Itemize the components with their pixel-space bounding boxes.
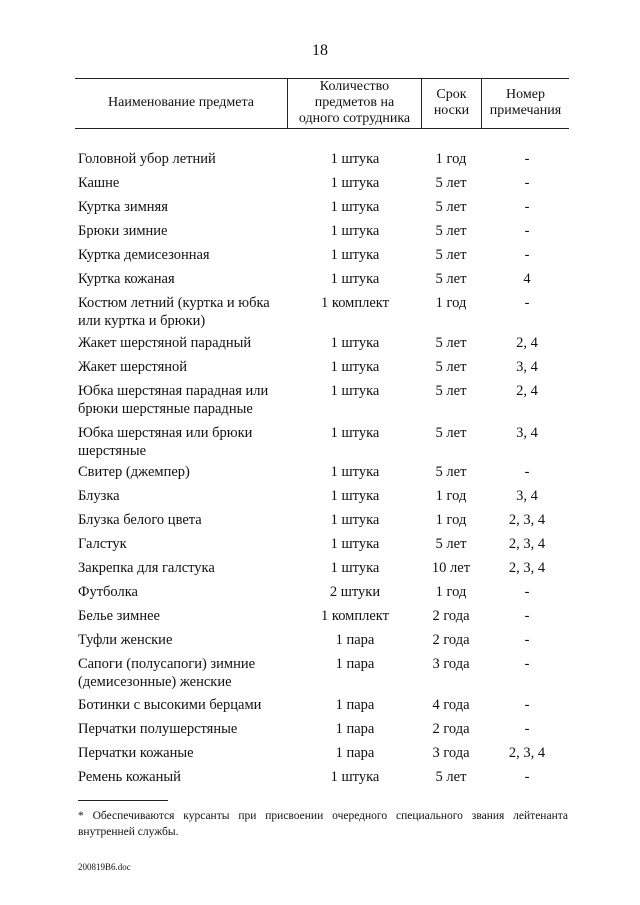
header-quantity: Количество предметов на одного сотрудника: [298, 79, 411, 126]
item-name: Жакет шерстяной: [78, 359, 188, 375]
item-note: 2, 3, 4: [508, 745, 546, 761]
item-quantity: 2 штуки: [329, 584, 381, 600]
item-name: Свитер (джемпер): [78, 464, 190, 480]
item-quantity: 1 штука: [330, 199, 380, 215]
item-term: 5 лет: [435, 175, 467, 191]
item-quantity: 1 штука: [330, 359, 380, 375]
item-note: 2, 4: [516, 335, 538, 351]
document-filename: 200819В6.doc: [78, 862, 131, 872]
item-term: 5 лет: [435, 769, 467, 785]
item-quantity: 1 штука: [330, 247, 380, 263]
item-term: 1 год: [435, 584, 467, 600]
item-note: 3, 4: [516, 359, 538, 375]
item-quantity: 1 штука: [330, 223, 380, 239]
footnote-separator: [78, 800, 168, 801]
header-note: Номер примечания: [489, 87, 562, 118]
item-name: Костюм летний (куртка и юбка или куртка и брюки): [78, 295, 270, 329]
item-note: 3, 4: [516, 425, 538, 441]
item-term: 1 год: [435, 512, 467, 528]
item-term: 1 год: [435, 488, 467, 504]
item-term: 5 лет: [435, 359, 467, 375]
item-quantity: 1 штука: [330, 383, 380, 399]
item-note: -: [524, 175, 530, 191]
item-name: Туфли женские: [78, 632, 173, 648]
item-name: Головной убор летний: [78, 151, 216, 167]
item-term: 5 лет: [435, 383, 467, 399]
item-name: Блузка: [78, 488, 120, 504]
item-quantity: 1 штука: [330, 560, 380, 576]
item-quantity: 1 пара: [335, 721, 375, 737]
item-term: 2 года: [432, 721, 470, 737]
item-quantity: 1 штука: [330, 425, 380, 441]
item-note: -: [524, 656, 530, 672]
item-note: -: [524, 223, 530, 239]
item-quantity: 1 штука: [330, 271, 380, 287]
item-quantity: 1 пара: [335, 632, 375, 648]
item-quantity: 1 штука: [330, 175, 380, 191]
item-quantity: 1 пара: [335, 697, 375, 713]
item-quantity: 1 штука: [330, 488, 380, 504]
item-quantity: 1 пара: [335, 656, 375, 672]
item-note: 2, 3, 4: [508, 560, 546, 576]
item-note: -: [524, 721, 530, 737]
item-name: Куртка демисезонная: [78, 247, 210, 263]
item-note: -: [524, 697, 530, 713]
item-quantity: 1 комплект: [321, 295, 389, 311]
item-term: 2 года: [432, 608, 470, 624]
header-term: Срок носки: [433, 87, 470, 118]
item-quantity: 1 штука: [330, 536, 380, 552]
item-quantity: 1 штука: [330, 769, 380, 785]
item-term: 5 лет: [435, 536, 467, 552]
item-name: Сапоги (полусапоги) зимние (демисезонные) женские: [78, 656, 256, 690]
item-name: Галстук: [78, 536, 127, 552]
item-note: 2, 3, 4: [508, 536, 546, 552]
item-name: Брюки зимние: [78, 223, 168, 239]
item-name: Футболка: [78, 584, 138, 600]
page-number: 18: [312, 42, 328, 59]
item-quantity: 1 штука: [330, 512, 380, 528]
item-name: Ремень кожаный: [78, 769, 181, 785]
item-term: 5 лет: [435, 335, 467, 351]
item-term: 4 года: [432, 697, 470, 713]
item-term: 5 лет: [435, 247, 467, 263]
item-term: 5 лет: [435, 464, 467, 480]
item-name: Перчатки кожаные: [78, 745, 194, 761]
item-name: Блузка белого цвета: [78, 512, 202, 528]
item-term: 1 год: [435, 151, 467, 167]
footnote: * Обеспечиваются курсанты при присвоении очередного специального звания лейтенанта внутренней службы.: [78, 810, 568, 838]
item-term: 5 лет: [435, 271, 467, 287]
item-name: Жакет шерстяной парадный: [78, 335, 252, 351]
item-quantity: 1 штука: [330, 151, 380, 167]
item-note: -: [524, 608, 530, 624]
item-note: 4: [523, 271, 531, 287]
item-note: -: [524, 464, 530, 480]
item-name: Белье зимнее: [78, 608, 160, 624]
item-note: 2, 4: [516, 383, 538, 399]
item-quantity: 1 комплект: [321, 608, 389, 624]
item-note: 3, 4: [516, 488, 538, 504]
item-name: Закрепка для галстука: [78, 560, 215, 576]
item-note: -: [524, 769, 530, 785]
item-term: 3 года: [432, 745, 470, 761]
item-name: Куртка зимняя: [78, 199, 168, 215]
item-term: 10 лет: [431, 560, 471, 576]
item-quantity: 1 штука: [330, 464, 380, 480]
item-name: Юбка шерстяная парадная или брюки шерстяные парадные: [78, 383, 269, 417]
item-term: 1 год: [435, 295, 467, 311]
item-term: 2 года: [432, 632, 470, 648]
item-note: -: [524, 199, 530, 215]
item-quantity: 1 штука: [330, 335, 380, 351]
header-name: Наименование предмета: [108, 95, 254, 110]
item-term: 5 лет: [435, 223, 467, 239]
item-term: 5 лет: [435, 425, 467, 441]
item-term: 3 года: [432, 656, 470, 672]
item-term: 5 лет: [435, 199, 467, 215]
item-name: Куртка кожаная: [78, 271, 175, 287]
item-note: 2, 3, 4: [508, 512, 546, 528]
item-name: Перчатки полушерстяные: [78, 721, 238, 737]
item-note: -: [524, 295, 530, 311]
item-quantity: 1 пара: [335, 745, 375, 761]
header-bottom-rule: [75, 128, 569, 129]
item-note: -: [524, 247, 530, 263]
item-note: -: [524, 632, 530, 648]
item-name: Юбка шерстяная или брюки шерстяные: [78, 425, 253, 459]
item-name: Ботинки с высокими берцами: [78, 697, 262, 713]
item-note: -: [524, 151, 530, 167]
item-note: -: [524, 584, 530, 600]
item-name: Кашне: [78, 175, 120, 191]
